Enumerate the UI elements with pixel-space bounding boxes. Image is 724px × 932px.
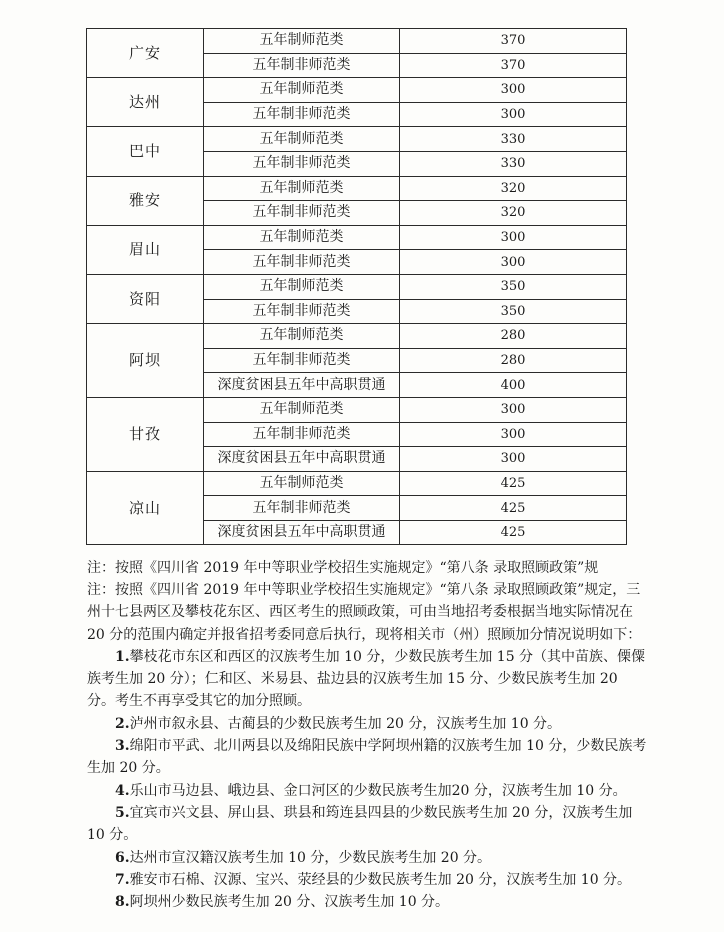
score-cell: 300 bbox=[400, 397, 627, 422]
score-cell: 300 bbox=[400, 447, 627, 472]
note-item-number: 1. bbox=[115, 648, 130, 665]
score-cell: 320 bbox=[400, 201, 627, 226]
table-row bbox=[87, 397, 627, 422]
notes-section bbox=[87, 557, 647, 913]
note-item-text: 达州市宣汉籍汉族考生加 10 分，少数民族考生加 20 分。 bbox=[129, 849, 492, 866]
category-cell: 五年制师范类 bbox=[204, 274, 400, 299]
region-cell: 阿坝 bbox=[87, 324, 204, 398]
region-cell: 广安 bbox=[87, 29, 204, 78]
note-truncated-line: 注：按照《四川省 2019 年中等职业学校招生实施规定》“第八条 录取照顾政策”规 bbox=[87, 560, 599, 576]
score-cell: 300 bbox=[400, 225, 627, 250]
category-cell: 五年制师范类 bbox=[204, 397, 400, 422]
table-row bbox=[87, 29, 627, 54]
table-row bbox=[87, 225, 627, 250]
score-cell: 425 bbox=[400, 520, 627, 545]
note-item-number: 4. bbox=[115, 782, 130, 799]
note-item-number: 7. bbox=[115, 871, 130, 888]
score-cell: 330 bbox=[400, 151, 627, 176]
note-item-text: 泸州市叙永县、古蔺县的少数民族考生加 20 分，汉族考生加 10 分。 bbox=[129, 715, 562, 732]
category-cell: 五年制非师范类 bbox=[204, 422, 400, 447]
note-item bbox=[87, 780, 647, 802]
score-cell: 425 bbox=[400, 496, 627, 521]
note-item-text: 攀枝花市东区和西区的汉族考生加 10 分，少数民族考生加 15 分（其中苗族、傈僳族考生加 20 分）；仁和区、米易县、盐边县的汉族考生加 15 分、少数民族考生加 20 分。考生不再享受其它的加分照顾。 bbox=[87, 648, 646, 710]
score-cell: 300 bbox=[400, 250, 627, 275]
category-cell: 五年制非师范类 bbox=[204, 151, 400, 176]
note-item bbox=[87, 869, 647, 891]
note-item bbox=[87, 735, 647, 780]
note-items-list bbox=[87, 646, 647, 914]
note-item-number: 8. bbox=[115, 894, 130, 911]
note-intro: 注：按照《四川省 2019 年中等职业学校招生实施规定》“第八条 录取照顾政策”规定，三州十七县两区及攀枝花东区、西区考生的照顾政策，可由当地招考委根据当地实际情况在 20 分的范围内确定并报省招考委同意后执行，现将相关市（州）照顾加分情况说明如下： bbox=[87, 582, 642, 643]
table-row bbox=[87, 471, 627, 496]
note-item-text: 宜宾市兴文县、屏山县、珙县和筠连县四县的少数民族考生加 20 分，汉族考生加 10 分。 bbox=[87, 804, 633, 844]
note-item bbox=[87, 891, 647, 913]
category-cell: 五年制师范类 bbox=[204, 471, 400, 496]
note-item-number: 6. bbox=[115, 849, 130, 866]
note-item bbox=[87, 646, 647, 713]
category-cell: 五年制非师范类 bbox=[204, 299, 400, 324]
score-cell: 320 bbox=[400, 176, 627, 201]
note-item-text: 乐山市马边县、峨边县、金口河区的少数民族考生加20 分，汉族考生加 10 分。 bbox=[129, 782, 627, 799]
category-cell: 五年制非师范类 bbox=[204, 102, 400, 127]
score-cell: 280 bbox=[400, 348, 627, 373]
note-item bbox=[87, 713, 647, 735]
score-cell: 350 bbox=[400, 299, 627, 324]
category-cell: 五年制师范类 bbox=[204, 127, 400, 152]
region-cell: 甘孜 bbox=[87, 397, 204, 471]
category-cell: 五年制非师范类 bbox=[204, 348, 400, 373]
score-cell: 330 bbox=[400, 127, 627, 152]
table-row bbox=[87, 127, 627, 152]
admission-score-table bbox=[86, 28, 627, 545]
score-cell: 280 bbox=[400, 324, 627, 349]
category-cell: 五年制师范类 bbox=[204, 78, 400, 103]
note-item-number: 5. bbox=[115, 804, 130, 821]
category-cell: 深度贫困县五年中高职贯通 bbox=[204, 373, 400, 398]
note-item-text: 阿坝州少数民族考生加 20 分、汉族考生加 10 分。 bbox=[129, 894, 450, 911]
category-cell: 五年制非师范类 bbox=[204, 53, 400, 78]
category-cell: 深度贫困县五年中高职贯通 bbox=[204, 447, 400, 472]
note-item-text: 雅安市石棉、汉源、宝兴、荥经县的少数民族考生加 20 分，汉族考生加 10 分。 bbox=[129, 871, 632, 888]
score-cell: 370 bbox=[400, 53, 627, 78]
score-cell: 370 bbox=[400, 29, 627, 54]
score-cell: 300 bbox=[400, 78, 627, 103]
score-cell: 300 bbox=[400, 102, 627, 127]
table-row bbox=[87, 176, 627, 201]
note-item-text: 绵阳市平武、北川两县以及绵阳民族中学阿坝州籍的汉族考生加 10 分，少数民族考生加 20 分。 bbox=[87, 738, 647, 777]
category-cell: 五年制非师范类 bbox=[204, 250, 400, 275]
score-cell: 300 bbox=[400, 422, 627, 447]
category-cell: 五年制师范类 bbox=[204, 29, 400, 54]
score-cell: 425 bbox=[400, 471, 627, 496]
score-table-body bbox=[87, 29, 627, 545]
region-cell: 资阳 bbox=[87, 274, 204, 323]
note-item-number: 3. bbox=[115, 738, 130, 755]
region-cell: 眉山 bbox=[87, 225, 204, 274]
table-row bbox=[87, 274, 627, 299]
region-cell: 达州 bbox=[87, 78, 204, 127]
table-row bbox=[87, 324, 627, 349]
category-cell: 深度贫困县五年中高职贯通 bbox=[204, 520, 400, 545]
note-item bbox=[87, 802, 647, 847]
category-cell: 五年制非师范类 bbox=[204, 496, 400, 521]
score-cell: 350 bbox=[400, 274, 627, 299]
region-cell: 雅安 bbox=[87, 176, 204, 225]
region-cell: 巴中 bbox=[87, 127, 204, 176]
score-cell: 400 bbox=[400, 373, 627, 398]
table-row bbox=[87, 78, 627, 103]
note-item-number: 2. bbox=[115, 715, 130, 732]
category-cell: 五年制师范类 bbox=[204, 324, 400, 349]
category-cell: 五年制师范类 bbox=[204, 225, 400, 250]
note-item bbox=[87, 847, 647, 869]
region-cell: 凉山 bbox=[87, 471, 204, 545]
category-cell: 五年制师范类 bbox=[204, 176, 400, 201]
category-cell: 五年制非师范类 bbox=[204, 201, 400, 226]
